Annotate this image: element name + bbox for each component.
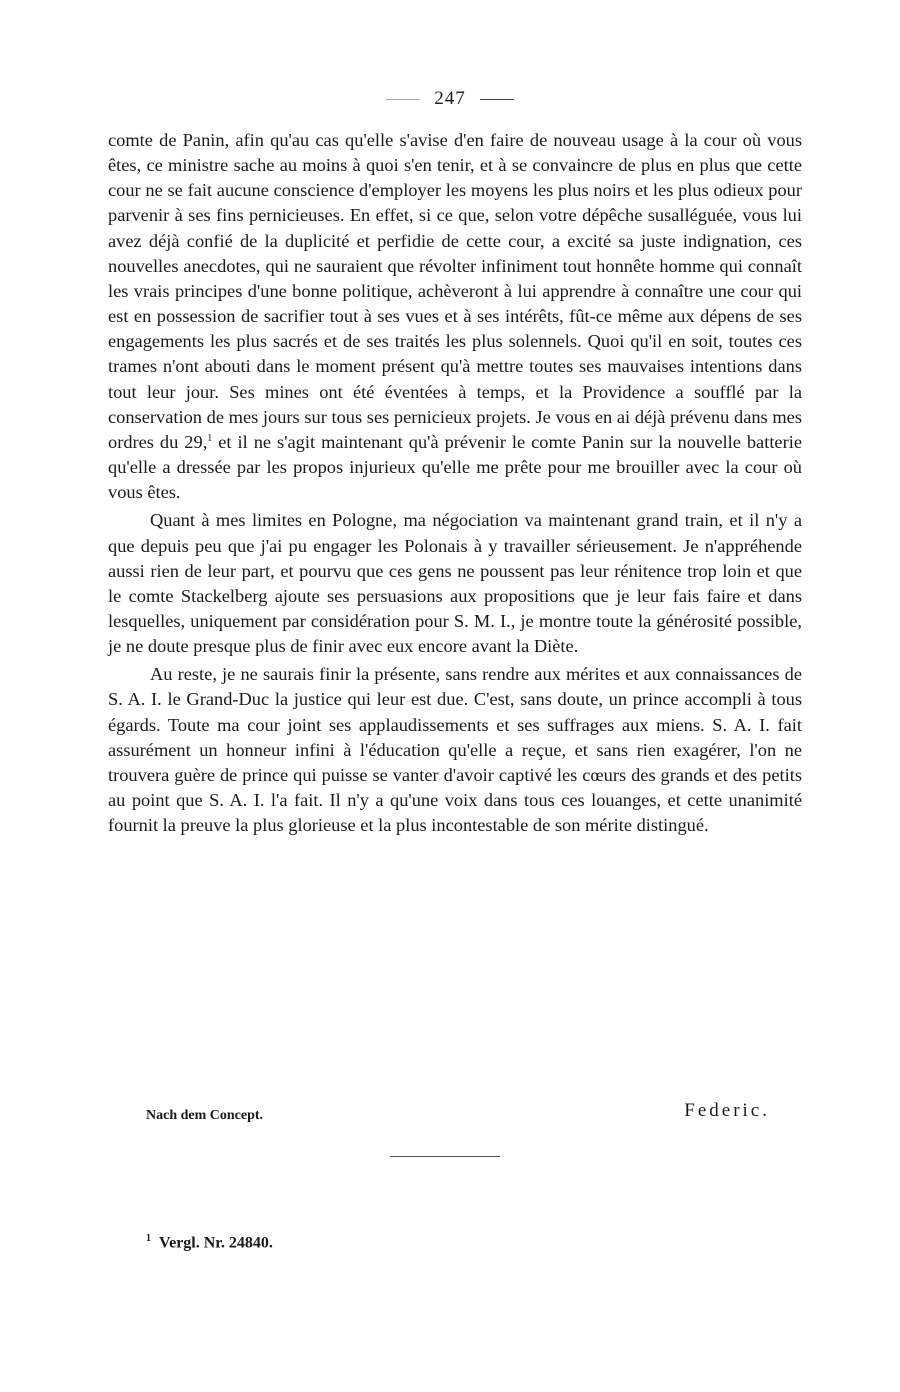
paragraph-1 (108, 128, 802, 505)
letter-body (108, 128, 802, 838)
signature: Federic. (684, 1100, 770, 1121)
paragraph-2: Quant à mes limites en Pologne, ma négociation va maintenant grand train, et il n'y a que depuis peu que j'ai pu engager les Polonais à y travailler sérieusement. Je n'appréhende aussi rien de leur part, et pourvu que ces gens ne poussent pas leur rénitence trop loin et que le comte Stackelberg ajoute ses persuasions aux propositions que je leur fais faire et dans lesquelles, uniquement par considération pour S. M. I., je montre toute la générosité possible, je ne doute presque plus de finir avec eux encore avant la Diète. (108, 510, 802, 657)
footnote-reference: 1 (207, 432, 213, 444)
footnote-text: Vergl. Nr. 24840. (159, 1234, 273, 1252)
source-note: Nach dem Concept. (146, 1108, 264, 1123)
page-header (0, 88, 900, 110)
paragraph-1-tail: et il ne s'agit maintenant qu'à prévenir le comte Panin sur la nouvelle batterie qu'elle a dressée par les propos injurieux qu'elle me prête pour me brouiller avec la cour où vous êtes. (108, 431, 802, 503)
separator-rule (390, 1156, 500, 1157)
footnote-marker: 1 (146, 1233, 151, 1244)
header-dash-left (386, 99, 420, 100)
paragraph-3: Au reste, je ne saurais finir la présente, sans rendre aux mérites et aux connaissances de S. A. I. le Grand-Duc la justice qui leur est due. C'est, sans doute, un prince accompli à tous égards. Toute ma cour joint ses applaudissements et ses suffrages aux miens. S. A. I. fait assurément un honneur infini à l'éducation qu'elle a reçue, et sans rien exagérer, l'on ne trouvera guère de prince qui puisse se vanter d'avoir captivé les cœurs des grands et des petits au point que S. A. I. l'a fait. Il n'y a qu'une voix dans tous ces louanges, et cette unanimité fournit la preuve la plus glorieuse et la plus incontestable de son mérite distingué. (108, 664, 802, 836)
page-number: 247 (434, 88, 466, 109)
footnote (146, 1233, 273, 1252)
paragraph-1-text: comte de Panin, afin qu'au cas qu'elle s'avise d'en faire de nouveau usage à la cour où vous êtes, ce ministre sache au moins à quoi s'en tenir, et à se convaincre de plus en plus que cette cour ne se fait aucune conscience d'employer les moyens les plus noirs et les plus odieux pour parvenir à ses fins pernicieuses. En effet, si ce que, selon votre dépêche susalléguée, vous lui avez déjà confié de la duplicité et perfidie de cette cour, a excité sa juste indignation, ces nouvelles anecdotes, qui ne sauraient que révolter infiniment tout honnête homme qui connaît les vrais principes d'une bonne politique, achèveront à lui apprendre à connaître une cour qui est en possession de sacrifier tout à ses vues et à ses intérêts, fût-ce même aux dépens de ses engagements les plus sacrés et de ses traités les plus solennels. Quoi qu'il en soit, toutes ces trames n'ont abouti dans le moment présent qu'à mettre toutes ses mauvaises intentions dans tout leur jour. Ses mines ont été éventées à temps, et la Providence a soufflé par la conservation de mes jours sur tous ses pernicieux projets. Je vous en ai déjà prévenu dans mes ordres du 29, (108, 130, 802, 452)
header-dash-right (480, 99, 514, 100)
